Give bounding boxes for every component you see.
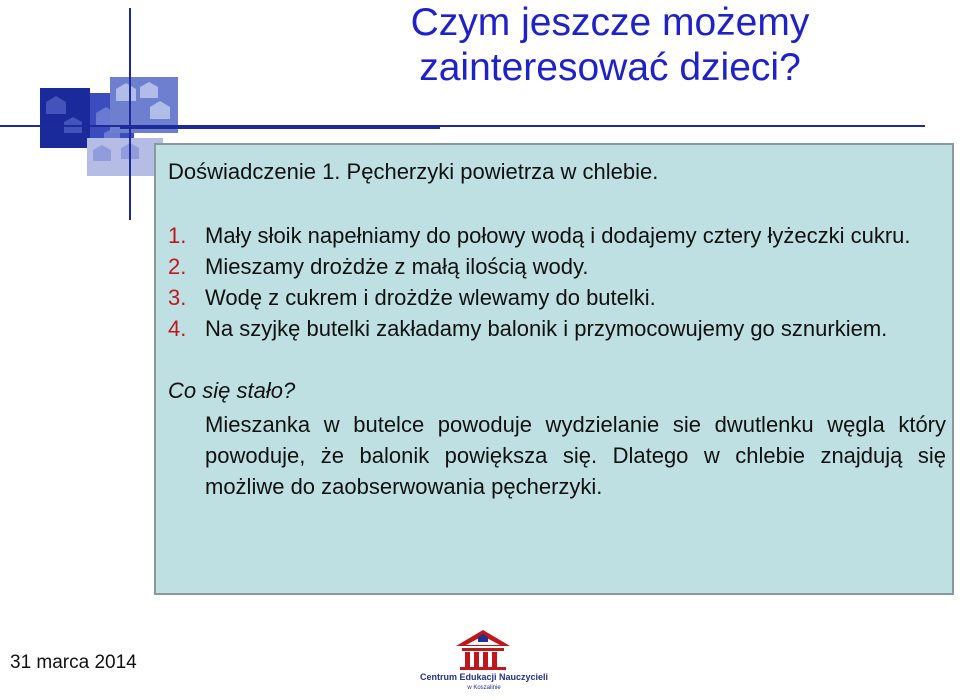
list-item [168,251,946,282]
title-line-2: zainteresować dzieci? [419,46,801,89]
question: Co się stało? [168,378,296,403]
horizontal-rule-accent [120,127,440,129]
step-text: Mieszamy drożdże z małą ilością wody. [205,254,589,279]
step-text: Wodę z cukrem i drożdże wlewamy do butelki. [205,285,656,310]
slide-title [300,0,920,90]
experiment-name: Pęcherzyki powietrza w chlebie. [346,159,659,184]
step-text: Mały słoik napełniamy do połowy wodą i dodajemy cztery łyżeczki cukru. [205,223,911,248]
step-number: 3. [168,285,187,310]
step-number: 2. [168,254,187,279]
slide-content [168,156,946,502]
list-item [168,313,946,344]
decorative-square [40,88,90,148]
list-item [168,220,946,251]
experiment-title [168,156,946,187]
decorative-square [87,138,163,176]
vertical-rule [129,8,131,220]
step-text: Na szyjkę butelki zakładamy balonik i przymocowujemy go sznurkiem. [205,316,888,341]
steps-list [168,220,946,344]
step-number: 4. [168,316,187,341]
logo-subtext: w Koszalinie [467,685,501,691]
cen-logo [408,628,560,698]
step-number: 1. [168,223,187,248]
list-item [168,282,946,313]
experiment-prefix: Doświadczenie 1. [168,159,347,184]
logo-text: Centrum Edukacji Nauczycieli [419,672,549,682]
title-line-1: Czym jeszcze możemy [410,1,810,44]
answer: Mieszanka w butelce powoduje wydzielanie sie dwutlenku węgla który powoduje, że balonik powiększa się. Dlatego w chlebie znajdują się możliwe do zaobserwowania pęcherzyki. [205,412,946,499]
logo-house-icon [448,628,518,673]
footer-date: 31 marca 2014 [10,652,137,673]
